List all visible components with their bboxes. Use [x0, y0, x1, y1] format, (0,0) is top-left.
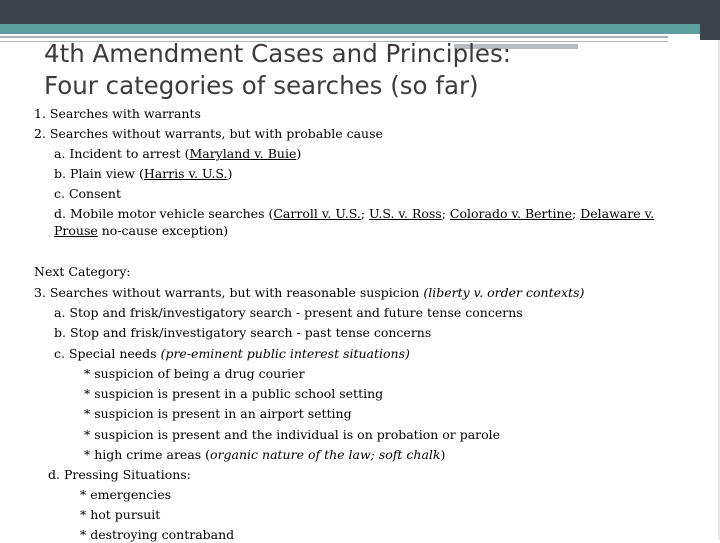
case-link-colorado-v-bertine[interactable]: Colorado v. Bertine — [449, 206, 573, 221]
list-item-2a-text: a. Incident to arrest ( — [54, 146, 190, 161]
case-link-carroll-v-us[interactable]: Carroll v. U.S. — [273, 206, 361, 221]
list-item-2b-close: ) — [227, 166, 233, 181]
list-item-2b-text: b. Plain view ( — [54, 166, 144, 181]
sub-bullet-high-crime-text: * high crime areas ( — [84, 447, 211, 462]
list-item-3 — [34, 285, 584, 301]
list-item-2d — [54, 206, 654, 222]
slide-title — [44, 38, 684, 102]
header-bar-dark — [0, 0, 720, 24]
slide-title-line-2: Four categories of searches (so far) — [44, 71, 479, 100]
list-item-2d-close: no-cause exception) — [97, 223, 229, 238]
list-item-3b: b. Stop and frisk/investigatory search - past tense concerns — [54, 325, 432, 340]
slide-title-line-1: 4th Amendment Cases and Principles: — [44, 39, 512, 68]
header-bar-corner — [700, 0, 720, 40]
sub-bullet-hot-pursuit: * hot pursuit — [80, 507, 161, 522]
separator: ; — [360, 206, 369, 221]
sub-bullet-high-crime-note: organic nature of the law; soft chalk — [210, 447, 441, 462]
separator: ; — [572, 206, 581, 221]
list-item-2a-close: ) — [296, 146, 302, 161]
list-item-2: 2. Searches without warrants, but with probable cause — [34, 126, 383, 141]
sub-bullet-high-crime — [84, 447, 445, 463]
sub-bullet-destroying-contraband: * destroying contraband — [80, 527, 235, 542]
case-link-delaware-v-prouse-cont[interactable]: Prouse — [54, 223, 98, 238]
list-item-2c: c. Consent — [54, 186, 121, 201]
list-item-2a — [54, 146, 301, 162]
sub-bullet-probation: * suspicion is present and the individual is on probation or parole — [84, 427, 501, 442]
header-bar-teal — [0, 24, 700, 34]
separator: ; — [441, 206, 450, 221]
list-item-3a: a. Stop and frisk/investigatory search - present and future tense concerns — [54, 305, 523, 320]
case-link-harris-v-us[interactable]: Harris v. U.S. — [143, 166, 228, 181]
list-item-2b — [54, 166, 232, 182]
sub-bullet-drug-courier: * suspicion of being a drug courier — [84, 366, 305, 381]
list-item-3c-note: (pre-eminent public interest situations) — [160, 346, 410, 361]
sub-bullet-high-crime-close: ) — [440, 447, 446, 462]
sub-bullet-public-school: * suspicion is present in a public school setting — [84, 386, 384, 401]
list-item-3c-text: c. Special needs — [54, 346, 161, 361]
list-item-2d-cont — [54, 223, 228, 239]
list-item-3c — [54, 346, 410, 362]
case-link-delaware-v-prouse[interactable]: Delaware v. — [580, 206, 655, 221]
case-link-maryland-v-buie[interactable]: Maryland v. Buie — [189, 146, 297, 161]
next-category-label: Next Category: — [34, 264, 131, 279]
list-item-2d-text: d. Mobile motor vehicle searches ( — [54, 206, 274, 221]
list-item-3-text: 3. Searches without warrants, but with reasonable suspicion — [34, 285, 424, 300]
list-item-1: 1. Searches with warrants — [34, 106, 201, 121]
list-item-3-note: (liberty v. order contexts) — [423, 285, 585, 300]
sub-bullet-airport: * suspicion is present in an airport setting — [84, 406, 352, 421]
list-item-3d: d. Pressing Situations: — [48, 467, 191, 482]
case-link-us-v-ross[interactable]: U.S. v. Ross — [369, 206, 442, 221]
sub-bullet-emergencies: * emergencies — [80, 487, 172, 502]
